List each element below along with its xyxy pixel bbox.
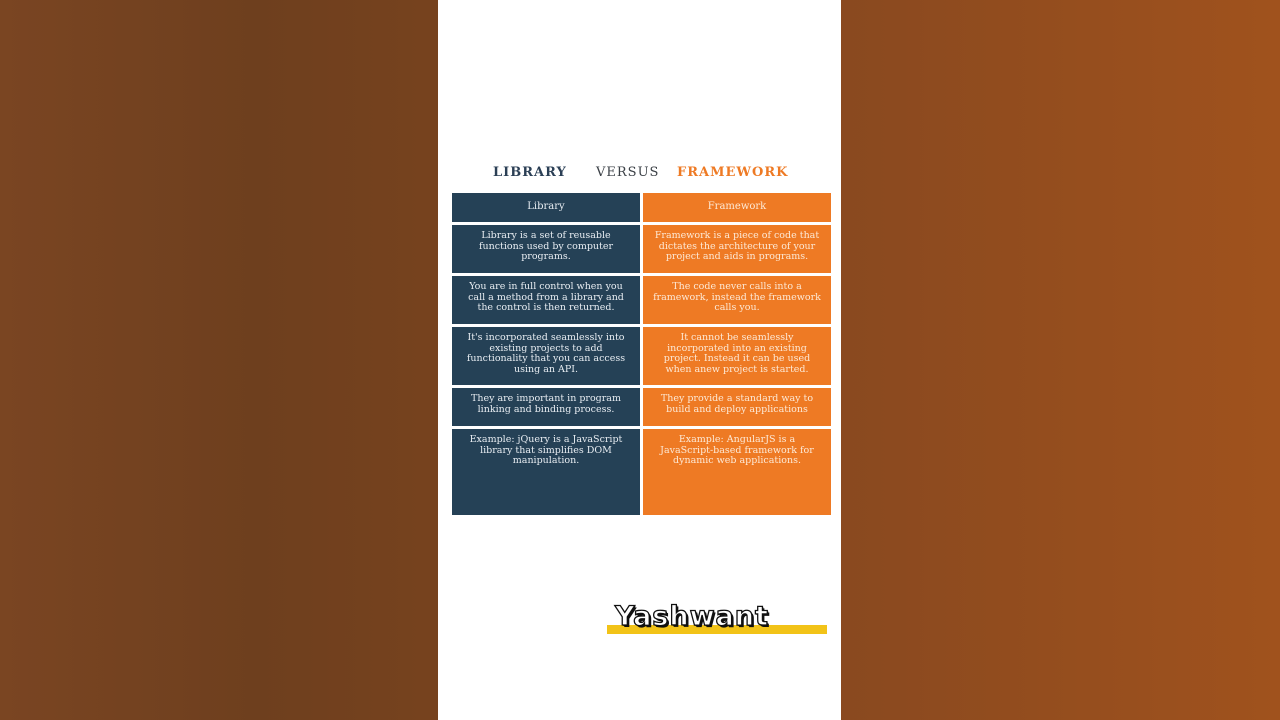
comparison-title	[438, 164, 841, 184]
table-header-row	[452, 193, 832, 222]
framework-cell: They provide a standard way to build and deploy applications	[643, 388, 831, 426]
library-cell: Example: jQuery is a JavaScript library that simplifies DOM manipulation.	[452, 429, 640, 515]
header-library: Library	[452, 193, 640, 222]
table-row	[452, 225, 832, 273]
framework-cell: Framework is a piece of code that dictates the architecture of your project and aids in programs.	[643, 225, 831, 273]
table-row	[452, 388, 832, 426]
title-framework: FRAMEWORK	[677, 165, 789, 180]
framework-cell: Example: AngularJS is a JavaScript-based framework for dynamic web applications.	[643, 429, 831, 515]
table-row	[452, 429, 832, 515]
comparison-table	[452, 193, 832, 518]
library-cell: You are in full control when you call a method from a library and the control is then returned.	[452, 276, 640, 324]
library-cell: They are important in program linking and binding process.	[452, 388, 640, 426]
watermark-text: Yashwant	[615, 601, 769, 632]
header-framework: Framework	[643, 193, 831, 222]
library-cell: It's incorporated seamlessly into existing projects to add functionality that you can access using an API.	[452, 327, 640, 385]
framework-cell: The code never calls into a framework, instead the framework calls you.	[643, 276, 831, 324]
content-panel	[438, 0, 841, 720]
title-versus: VERSUS	[596, 165, 660, 180]
table-row	[452, 327, 832, 385]
table-row	[452, 276, 832, 324]
creator-watermark	[607, 600, 827, 636]
framework-cell: It cannot be seamlessly incorporated into an existing project. Instead it can be used when anew project is started.	[643, 327, 831, 385]
library-cell: Library is a set of reusable functions used by computer programs.	[452, 225, 640, 273]
title-library: LIBRARY	[493, 165, 567, 180]
